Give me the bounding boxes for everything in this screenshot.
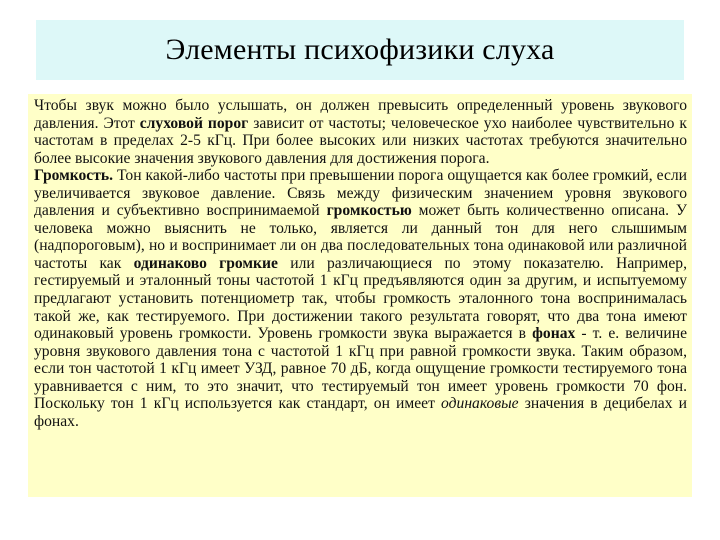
term-hearing-threshold: слуховой порог [139, 114, 249, 132]
text-run: значения в децибелах и фонах. [34, 395, 687, 430]
text-run: - т. е. величине уровня звукового давления тона с частотой 1 кГц при равной громкости звука. Таким образом, если тон частотой 1 кГц имеет УЗД, равное 70 дБ, когда ощущение громкости тестируемого тона уравнивается с ним, то это значит, что тестируемый тон имеет уровень громкости 70 фон. Поскольку тон 1 кГц используется как стандарт, он имеет [34, 325, 687, 413]
term-equally-loud: одинаково громкие [133, 254, 278, 272]
content-panel [28, 94, 692, 497]
title-banner [36, 20, 684, 80]
slide-title: Элементы психофизики слуха [165, 33, 555, 66]
text-run: может быть количественно описана. У человека можно выяснить не только, является ли данный тон для него слышимым (надпороговым), но и воспринимает ли он два последовательных тона одинаковой или различной частоты как [34, 202, 687, 272]
text-run: Чтобы звук можно было услышать, он должен превысить определенный уровень звукового давления. Этот [34, 97, 687, 132]
term-loudness-heading: Громкость. [34, 167, 114, 185]
term-equal-values: одинаковые [441, 395, 519, 413]
text-run: или различающиеся по этому показателю. Например, гестируемый и эталонный тоны частотой 1 кГц предъявляются один за другим, и испытуемому предлагают установить потенциометр так, чтобы громкость эталонного тона воспринималась такой же, как тестируемого. При достижении такого результата говорят, что два тона имеют одинаковый уровень громкости. Уровень громкости звука выражается в [34, 254, 688, 343]
text-run: Тон какой-либо частоты при превышении порога ощущается как более громкий, если увеличивается звуковое давление. Связь между физическим значением уровня звукового давления и субъективно воспринимаемой [34, 167, 687, 220]
term-loudness: громкостью [326, 202, 412, 220]
term-phons: фонах [532, 325, 576, 343]
text-run: зависит от частоты; человеческое ухо наиболее чувствительно к частотам в пределах 2-5 кГц. При более высоких или низких частотах требуются значительно более высокие значения звукового давления для достижения порога. [34, 114, 687, 167]
paragraph-loudness [34, 167, 687, 430]
paragraph-hearing-threshold [34, 97, 687, 167]
